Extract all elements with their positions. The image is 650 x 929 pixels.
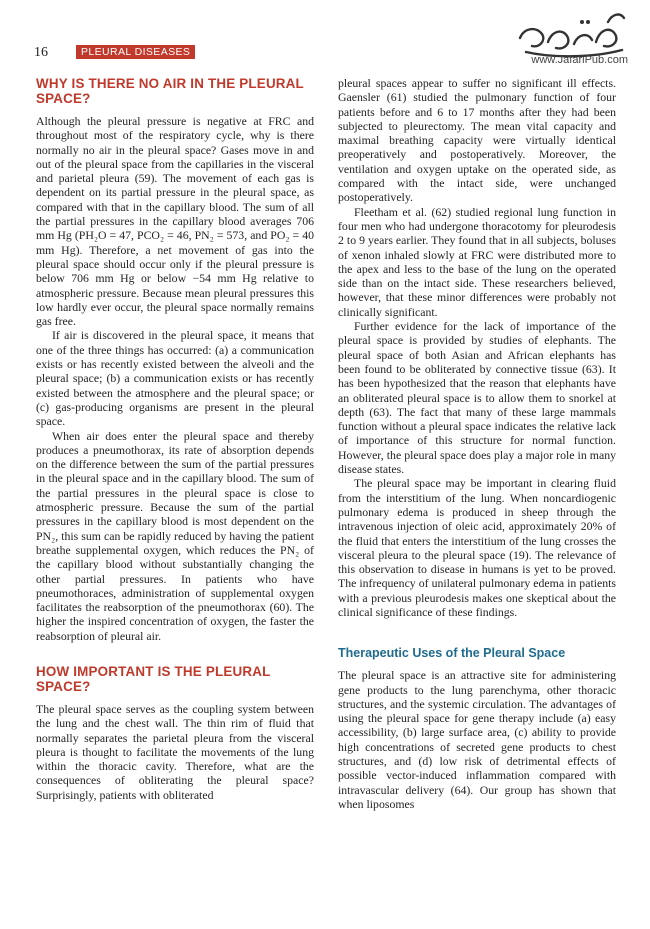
paragraph: Fleetham et al. (62) studied regional lung function in four men who had undergone thoracotomy for pleurodesis 2 to 9 years earlier. They found that in all subjects, boluses of xenon inhaled slowly at FRC were distributed more to the apex and less to the base of the lung on the operated side than on the intact side. These researchers believed, however, that these minor differences were probably not clinically significant. bbox=[338, 204, 616, 319]
page-number: 16 bbox=[34, 45, 48, 60]
paragraph: If air is discovered in the pleural space, it means that one of the three things has occurred: (a) a communication exists or has recently existed between the alveoli and the pleural space; (b) a communication exists or has recently existed between the atmosphere and the pleural space; or (c) gas-producing organisms are present in the pleural space. bbox=[36, 328, 314, 429]
section-heading-no-air: WHY IS THERE NO AIR IN THE PLEURAL SPACE? bbox=[36, 76, 304, 106]
chapter-running-head: PLEURAL DISEASES bbox=[76, 45, 195, 59]
paragraph: pleural spaces appear to suffer no significant ill effects. Gaensler (61) studied the pulmonary function of four patients before and 6 to 17 months after they had been subjected to pleurectomy. The mean vital capacity and maximal breathing capacity were virtually identical preoperatively and postoperatively. Moreover, the ventilation and oxygen uptake on the operated side, as compared with the intact side, were unchanged postoperatively. bbox=[338, 76, 616, 205]
paragraph: Further evidence for the lack of importance of the pleural space is provided by studies of elephants. The pleural space of both Asian and African elephants has been found to be obliterated by connective tissue (63). It has been hypothesized that the reason that elephants have an obliterated pleural space is to allow them to snorkel at depth (63). The fact that many of these large mammals function without a pleural space indicates the relative lack of importance of this structure for normal function. However, the pleural space does play a major role in many disease states. bbox=[338, 319, 616, 477]
paragraph: The pleural space is an attractive site for administering gene products to the lung parenchyma, other thoracic structures, and the systemic circulation. The advantages of using the pleural space for gene therapy include (a) easy accessibility, (b) large surface area, (c) ability to provide high concentrations of secreted gene products to chest structures, and (d) low risk of detrimental effects of possible vector-induced inflammation compared with intravascular delivery (64). Our group has shown that when liposomes bbox=[338, 668, 616, 811]
publisher-url: www.JafariPub.com bbox=[531, 54, 628, 66]
paragraph: The pleural space may be important in clearing fluid from the interstitium of the lung. When noncardiogenic pulmonary edema is produced in sheep through the intravenous injection of oleic acid, approximately 20% of the fluid that enters the interstitium of the lung crosses the visceral pleura to the pleural space (19). The relevance of this observation to disease in humans is yet to be proved. The infrequency of unilateral pulmonary edema in patients with a previous pleurodesis makes one skeptical about the clinical significance of these findings. bbox=[338, 476, 616, 619]
section-heading-importance: HOW IMPORTANT IS THE PLEURAL SPACE? bbox=[36, 663, 271, 694]
left-column bbox=[36, 76, 314, 802]
paragraph: The pleural space serves as the coupling system between the lung and the chest wall. The thin rim of fluid that normally separates the parietal pleura from the visceral pleura is thought to facilitate the movements of the lung within the thoracic cavity. Therefore, what are the consequences of obliterating the pleural space? Surprisingly, patients with obliterated bbox=[36, 701, 314, 802]
subsection-heading-therapeutic: Therapeutic Uses of the Pleural Space bbox=[338, 646, 566, 661]
paragraph: Although the pleural pressure is negative at FRC and throughout most of the respiratory cycle, why is there normally no air in the pleural space? Gases move in and out of the pleural space from the capillaries in the visceral and parietal pleura (59). The movement of each gas is dependent on its partial pressure in the pleural space, as compared with that in the capillary blood. The sum of all the partial pressures in the capillary blood averages 706 mm Hg (PH₂O = 47, PCO₂ = 46, PN₂ = 573, and PO₂ = 40 mm Hg). Therefore, a net movement of gas into the pleural space should occur only if the pleural pressure is below 706 mm Hg or below −54 mm Hg relative to atmospheric pressure. Because mean pleural pressures this low hardly ever occur, the pleural space normally remains gas free. bbox=[36, 114, 314, 329]
right-column bbox=[338, 76, 616, 811]
paragraph: When air does enter the pleural space and thereby produces a pneumothorax, its rate of absorption depends on the difference between the sum of the partial pressures in the pleural space and in the capillary blood. The sum of the partial pressures in the pleural space is close to atmospheric pressure. Because the sum of the partial pressures in the capillary blood is most dependent on the PN₂, this sum can be rapidly reduced by having the patient breathe supplemental oxygen, which reduces the PN₂ of the capillary blood without substantially changing the other partial pressures. In patients who have pneumothoraces, administration of supplemental oxygen facilitates the reabsorption of the pneumothorax (60). The higher the inspired concentration of oxygen, the faster the reabsorption of pleural air. bbox=[36, 428, 314, 643]
